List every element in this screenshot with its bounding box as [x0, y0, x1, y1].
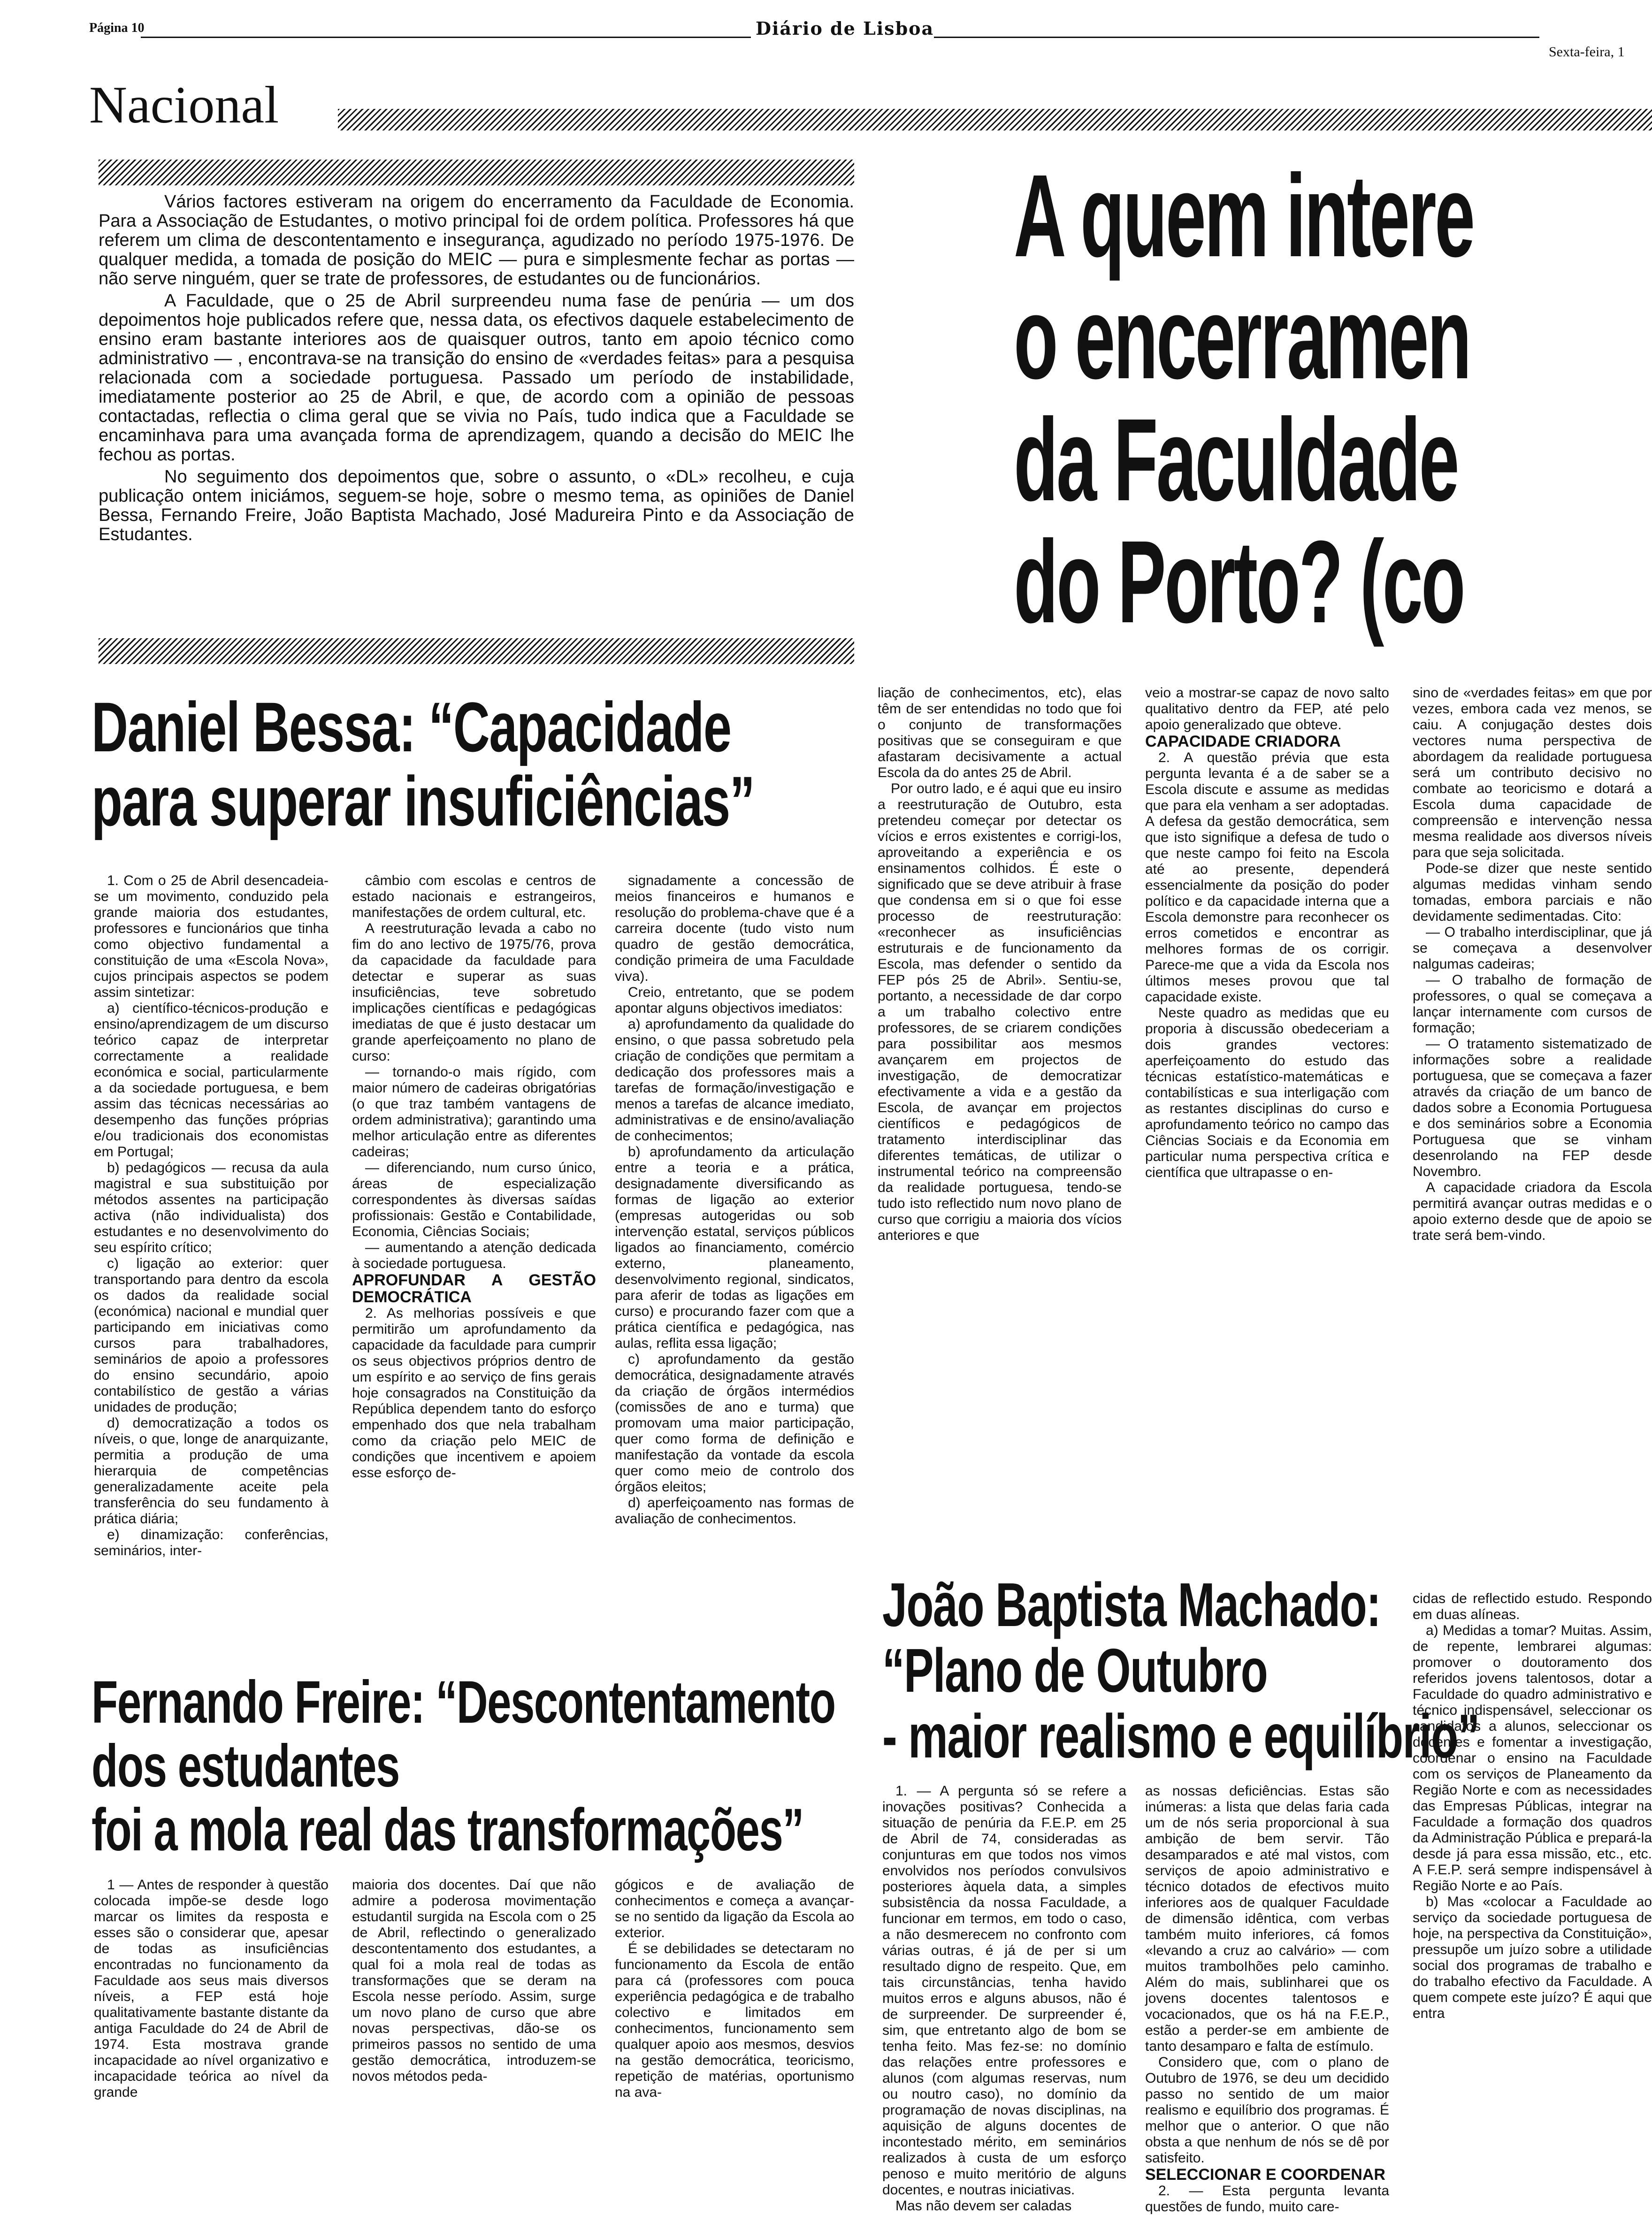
paragraph: b) pedagógicos — recusa da aula magistral e sua substituição por métodos assentes na participação activa (não individualista) dos estudantes e no desenvolvimento do seu espírito crítico; [94, 1160, 329, 1255]
paragraph: Considero que, com o plano de Outubro de 1976, se deu um decidido passo no sentido de um maior realismo e equilíbrio dos programas. É melhor que o anterior. O que não obsta a que nenhum de nós se dê por satisfeito. [1145, 2055, 1389, 2166]
paragraph: signadamente a concessão de meios financeiros e humanos e resolução do problema-chave que é a carreira docente (tudo visto num quadro de gestão democrática, condição primeira de uma Faculdade viva). [615, 873, 854, 984]
paragraph: — diferenciando, num curso único, áreas de especialização correspondentes às diversas saídas profissionais: Gestão e Contabilidade, Economia, Ciências Sociais; [352, 1160, 596, 1239]
subheading: CAPACIDADE CRIADORA [1145, 733, 1341, 750]
paragraph: Por outro lado, e é aqui que eu insiro a reestruturação de Outubro, esta pretendeu começar por detectar os vícios e erros existentes e corrigi-los, aproveitando a experiência e os ensinamentos colhidos. É este o significado que se deve atribuir à frase que condensa em si o que foi esse processo de reestruturação: «reconhecer as insuficiências estruturais e de funcionamento da Escola, mas defender o sentido da FEP pós 25 de Abril». Sentiu-se, portanto, a necessidade de dar corpo a um trabalho colectivo entre professores, de se criarem condições para possibilitar aos mesmos avançarem em projectos de investigação, de democratizar efectivamente a vida e a gestão da Escola, de avançar em projectos científicos e pedagógicos de tratamento interdisciplinar das diferentes temáticas, de utilizar o instrumental teórico na compreensão da realidade portuguesa, tendo-se tudo isto reflectido num novo plano de curso que corrigiu a maioria dos vícios anteriores e que [878, 781, 1122, 1243]
bessa-column-3 [615, 873, 854, 1661]
paragraph: liação de conhecimentos, etc), elas têm de ser entendidas no todo que foi o conjunto de transformações positivas que se conseguiram e que afastaram decisivamente a actual Escola da do antes 25 de Abril. [878, 685, 1122, 780]
bessa-column-4 [878, 685, 1122, 1567]
machado-headline-line: “Plano de Outubro [882, 1636, 1268, 1705]
freire-headline-line: dos estudantes [92, 1733, 399, 1800]
paragraph: 1 — Antes de responder à questão colocada impõe-se desde logo marcar os limites da resposta e esses são o considerar que, apesar de todas as insuficiências encontradas no funcionamento da Faculdade aos seus mais diversos níveis, a FEP está hoje qualitativamente bastante distante da antiga Faculdade do 24 de Abril de 1974. Esta mostrava grande incapacidade ao nível organizativo e incapacidade teórica ao nível da grande [94, 1877, 329, 2100]
paragraph: Mas não devem ser caladas [895, 2198, 1072, 2214]
paragraph: maioria dos docentes. Daí que não admire a poderosa movimentação estudantil surgida na Escola com o 25 de Abril, reflectindo o generalizado descontentamento dos estudantes, a qual foi a mola real de todas as transformações que se deram na Escola nesse período. Assim, surge um novo plano de curso que abre novas perspectivas, dão-se os primeiros passos no sentido de uma gestão democrática, introduzem-se novos métodos peda- [352, 1877, 596, 2084]
machado-column-3 [1413, 1591, 1652, 2196]
paragraph: a) científico-técnicos-produção e ensino/aprendizagem de um discurso teórico capaz de interpretar correctamente a realidade económica e social, particularmente a da sociedade portuguesa, e bem assim das técnicas necessárias ao desempenho das funções próprias e/ou tradicionais dos economistas em Portugal; [94, 1001, 329, 1160]
paragraph: sino de «verdades feitas» em que por vezes, embora cada vez menos, se caiu. A conjugação destes dois vectores numa perspectiva de abordagem da realidade portuguesa será um contributo decisivo no combate ao teoricismo e dotará a Escola duma capacidade de compreensão e intervenção nessa mesma realidade aos diversos níveis para que seja solicitada. [1413, 685, 1652, 860]
bessa-headline-line: para superar insuficiências” [92, 762, 755, 840]
header-rule-right [934, 37, 1539, 38]
paragraph: c) ligação ao exterior: quer transportando para dentro da escola os dados da realidade social (económica) nacional e mundial quer participando em iniciativas como cursos para trabalhadores, seminários de apoio a professores do ensino secundário, apoio contabilístico de gestão a várias unidades de produção; [94, 1256, 329, 1415]
masthead: Diário de Lisboa [756, 18, 934, 39]
freire-headline-line: Fernando Freire: “Descontentamento [92, 1669, 835, 1736]
freire-column-1 [94, 1877, 329, 2196]
paragraph: Neste quadro as medidas que eu proporia à discussão obedeceriam a dois grandes vectores: aperfeiçoamento do estudo das técnicas estatístico-matemáticas e contabilísticas e sua interligação com as restantes disciplinas do curso e aprofundamento teórico no campo das Ciências Sociais e da Economia em particular numa perspectiva crítica e científica que ultrapasse o en- [1145, 1005, 1389, 1180]
bessa-headline [92, 687, 852, 840]
paragraph: d) aperfeiçoamento nas formas de avaliação de conhecimentos. [615, 1495, 854, 1527]
paragraph: — O trabalho de formação de professores, o qual se começava a lançar internamente com cursos de formação; [1413, 972, 1652, 1036]
paragraph: câmbio com escolas e centros de estado nacionais e estrangeiros, manifestações de ordem cultural, etc. [352, 873, 596, 920]
intro-paragraph: A Faculdade, que o 25 de Abril surpreendeu numa fase de penúria — um dos depoimentos hoje publicados refere que, nessa data, os efectivos daquele estabelecimento de ensino eram bastante interiores aos de quaisquer outros, tanto em apoio técnico como administrativo — , encontrava-se na transição do ensino de «verdades feitas» para a pesquisa relacionada com a sociedade portuguesa. Passado um período de instabilidade, imediatamente posterior ao 25 de Abril, e que, de acordo com a opinião de pessoas contactadas, reflectia o clima geral que se vivia no País, tudo indica que a Faculdade se encaminhava para uma avançada forma de aprendizagem, quando a decisão do MEIC lhe fechou as portas. [99, 291, 854, 465]
paragraph: b) aprofundamento da articulação entre a teoria e a prática, designadamente diversificando as formas de ligação ao exterior (empresas autogeridas ou sob intervenção estatal, serviços públicos ligados ao financiamento, comércio externo, planeamento, desenvolvimento regional, sindicatos, para aferir de todas as ligações em curso) e procurando fazer com que a prática científica e pedagógica, nas aulas, reflita essa ligação; [615, 1144, 854, 1351]
machado-column-2 [1145, 1783, 1389, 2215]
paragraph: 2. A questão prévia que esta pergunta levanta é a de saber se a Escola discute e assume as medidas que para ela venham a ser adoptadas. A defesa da gestão democrática, sem que isto signifique a defesa de tudo o que neste campo foi feito na Escola até ao presente, dependerá essencialmente da posição do poder político e da capacidade interna que a Escola demonstre para reconhecer os erros cometidos e encontrar as melhores formas de os corrigir. Parece-me que a vida da Escola nos últimos meses provou que tal capacidade existe. [1145, 750, 1389, 1005]
freire-headline [92, 1671, 861, 1862]
section-title: Nacional [89, 76, 279, 134]
main-headline-line: da Faculdade [1014, 394, 1458, 525]
paragraph: 1. — A pergunta só se refere a inovações positivas? Conhecida a situação de penúria da F.E.P. em 25 de Abril de 74, consideradas as conjunturas em que todos nos vimos envolvidos nos períodos convulsivos posteriores àquela data, a simples subsistência da nossa Faculdade, a funcionar em termos, em todo o caso, a não desmerecem no confronto com várias outras, é já de per si um resultado digno de respeito. Que, em tais circunstâncias, tenha havido muitos erros e alguns abusos, não é de surpreender. De surpreender é, sim, que entretanto algo de bom se tenha feito. Mas fez-se: no domínio das relações entre professores e alunos (com algumas reservas, num ou noutro caso), no domínio da programação de novas disciplinas, na aquisição de alguns docentes de incontestado mérito, em seminários realizados à custa de um esforço penoso e muito meritório de alguns docentes, e noutras iniciativas. [882, 1783, 1126, 2198]
bessa-column-5 [1145, 685, 1389, 1567]
paragraph: — O tratamento sistematizado de informações sobre a realidade portuguesa, que se começava a fazer através da criação de um banco de dados sobre a Economia Portuguesa e dos seminários sobre a Economia Portuguesa que se vinham desenrolando na FEP desde Novembro. [1413, 1036, 1652, 1179]
paragraph: É se debilidades se detectaram no funcionamento da Escola de então para cá (professores com pouca experiência pedagógica e de trabalho colectivo e limitados em conhecimentos, funcionamento sem qualquer apoio aos mesmos, desvios na gestão democrática, teoricismo, repetição de matérias, oportunismo na ava- [615, 1941, 854, 2100]
intro-paragraph: Vários factores estiveram na origem do encerramento da Faculdade de Economia. Para a Associação de Estudantes, o motivo principal foi de ordem política. Professores há que referem um clima de descontentamento e insegurança, agudizado no período 1975-1976. De qualquer medida, a tomada de posição do MEIC — pura e simplesmente fechar as portas — não serve ninguém, quer se trate de professores, de estudantes ou de funcionários. [99, 192, 854, 289]
intro-hatch-top [99, 160, 854, 185]
paragraph: d) democratização a todos os níveis, o que, longe de anarquizante, permitia a produção de uma hierarquia de competências generalizadamente aceite pela transferência do seu fundamento à prática diária; [94, 1415, 329, 1527]
freire-headline-line: foi a mola real das transformações” [92, 1796, 803, 1864]
machado-headline-line: João Baptista Machado: [882, 1570, 1381, 1639]
paragraph: veio a mostrar-se capaz de novo salto qualitativo dentro da FEP, até pelo apoio generalizado que obteve. [1145, 685, 1389, 733]
paragraph: Creio, entretanto, que se podem apontar alguns objectivos imediatos: [615, 985, 854, 1016]
bessa-headline-line: Daniel Bessa: “Capacidade [92, 687, 731, 766]
intro-text [99, 192, 854, 547]
paragraph: — O trabalho interdisciplinar, que já se começava a desenvolver nalgumas cadeiras; [1413, 924, 1652, 972]
freire-column-2 [352, 1877, 596, 2196]
main-headline-line: A quem intere [1014, 150, 1474, 281]
paragraph: Pode-se dizer que neste sentido algumas medidas vinham sendo tomadas, embora parciais e não devidamente sedimentadas. Cito: [1413, 861, 1652, 924]
machado-headline-line: - maior realismo e equilíbrio” [882, 1702, 1479, 1771]
page-date: Sexta-feira, 1 [1549, 44, 1625, 60]
header-rule-left [141, 37, 751, 38]
paragraph: a) Medidas a tomar? Muitas. Assim, de repente, lembrarei algumas: promover o doutoramento dos referidos jovens talentosos, dotar a Faculdade do quadro administrativo e técnico indispensável, seleccionar os candidatos a alunos, seleccionar os docentes e fomentar a investigação, coordenar o ensino na Faculdade com os serviços de Planeamento da Região Norte e com as necessidades das Empresas Públicas, integrar na Faculdade a formação dos quadros da Administração Pública e prepará-la desde já para essa missão, etc., etc. A F.E.P. será sempre indispensável à Região Norte e ao País. [1413, 1623, 1652, 1894]
main-headline-line: o encerramen [1014, 272, 1470, 403]
bessa-column-6 [1413, 685, 1652, 1567]
subheading: SELECCIONAR E COORDENAR [1145, 2166, 1385, 2184]
paragraph: — tornando-o mais rígido, com maior número de cadeiras obrigatórias (o que traz também vantagens de ordem administrativa); garantindo uma melhor articulação entre as diferentes cadeiras; [352, 1064, 596, 1160]
bessa-column-2 [352, 873, 596, 1661]
bessa-column-1 [94, 873, 329, 1661]
paragraph: gógicos e de avaliação de conhecimentos e começa a avançar-se no sentido da ligação da Escola ao exterior. [615, 1877, 854, 1940]
paragraph: b) Mas «colocar a Faculdade ao serviço da sociedade portuguesa de hoje, na perspectiva da Constituição», pressupõe um juízo sobre a utilidade social dos programas de trabalho e do trabalho efectivo da Faculdade. A quem compete este juízo? É aqui que entra [1413, 1894, 1652, 2021]
freire-column-3 [615, 1877, 854, 2196]
subheading: APROFUNDAR A GESTÃO DEMOCRÁTICA [352, 1271, 596, 1306]
section-hatch-bar [338, 109, 1652, 130]
paragraph: 1. Com o 25 de Abril desencadeia-se um movimento, conduzido pela grande maioria dos estudantes, professores e funcionários que tinha como objectivo fundamental a constituição de uma «Escola Nova», cujos principais aspectos se podem assim sintetizar: [94, 873, 329, 1000]
paragraph: 2. As melhorias possíveis e que permitirão um aprofundamento da capacidade da faculdade para cumprir os seus objectivos próprios dentro de um espírito e ao serviço de fins gerais hoje consagrados na Constituição da República dependem tanto do esforço empenhado dos que nela trabalham como da criação pelo MEIC de condições que incentivem e apoiem esse esforço de- [352, 1306, 596, 1481]
paragraph: A reestruturação levada a cabo no fim do ano lectivo de 1975/76, prova da capacidade da faculdade para detectar e superar as suas insuficiências, teve sobretudo implicações científicas e pedagógicas imediatas de que é justo destacar um grande aperfeiçoamento no plano de curso: [352, 921, 596, 1064]
paragraph: cidas de reflectido estudo. Respondo em duas alíneas. [1413, 1591, 1652, 1622]
paragraph: 2. — Esta pergunta levanta questões de fundo, muito care- [1145, 2183, 1389, 2215]
paragraph: A capacidade criadora da Escola permitirá avançar outras medidas e o apoio externo desde que de apoio se trate será bem-vindo. [1413, 1180, 1652, 1243]
paragraph: a) aprofundamento da qualidade do ensino, o que passa sobretudo pela criação de condições que permitam a dedicação dos professores mais a tarefas de formação/investigação e menos a tarefas de alcance imediato, administrativas e de ensino/avaliação de conhecimentos; [615, 1016, 854, 1144]
main-headline [1014, 150, 1652, 676]
page-number: Página 10 [89, 21, 145, 35]
intro-hatch-bottom [99, 638, 854, 664]
paragraph: e) dinamização: conferências, seminários, inter- [94, 1527, 329, 1558]
paragraph: c) aprofundamento da gestão democrática, designadamente através da criação de órgãos intermédios (comissões de ano e turma) que promovam uma maior participação, quer como forma de definição e manifestação da vontade da escola quer como meio de controlo dos órgãos eleitos; [615, 1352, 854, 1495]
paragraph: as nossas deficiências. Estas são inúmeras: a lista que delas faria cada um de nós seria proporcional à sua ambição de bem servir. Tão desamparados e até mal vistos, com serviços de apoio administrativo e técnico dotados de efectivos muito inferiores aos de qualquer Faculdade de dimensão idêntica, com verbas também muito inferiores, cá fomos «levando a cruz ao calvário» — com muitos tramboIhões pelo caminho. Além do mais, sublinharei que os jovens docentes talentosos e vocacionados, que os há na F.E.P., estão a perder-se em ambiente de tanto desamparo e falta de estímulo. [1145, 1783, 1389, 2054]
main-headline-line: do Porto? (co [1014, 516, 1464, 647]
machado-column-1 [882, 1783, 1126, 2214]
intro-paragraph: No seguimento dos depoimentos que, sobre o assunto, o «DL» recolheu, e cuja publicação ontem iniciámos, seguem-se hoje, sobre o mesmo tema, as opiniões de Daniel Bessa, Fernando Freire, João Baptista Machado, José Madureira Pinto e da Associação de Estudantes. [99, 467, 854, 544]
paragraph: — aumentando a atenção dedicada à sociedade portuguesa. [352, 1240, 596, 1271]
